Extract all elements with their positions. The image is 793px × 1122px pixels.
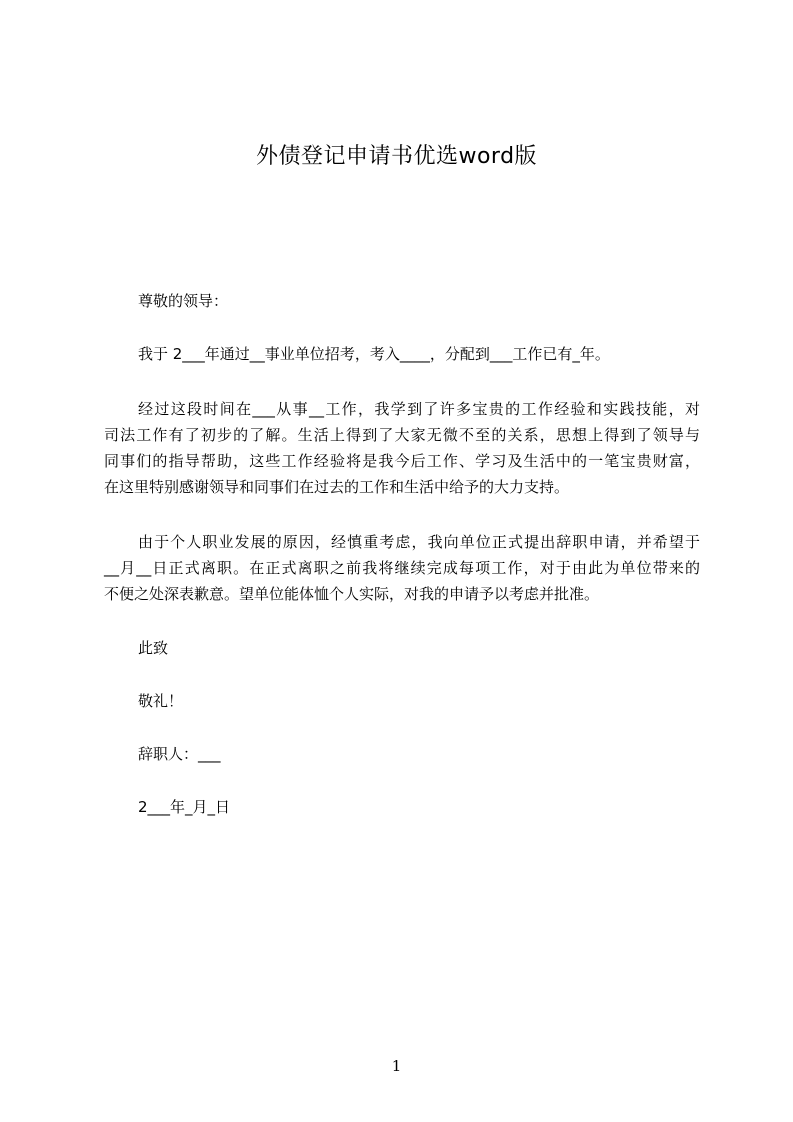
paragraph-line: 由于个人职业发展的原因，经慎重考虑，我向单位正式提出辞职申请，并希望于 [138,533,700,551]
page-number: 1 [391,1057,402,1075]
closing-jingli: 敬礼！ [138,692,184,710]
signature-line: 辞职人：___ [138,745,221,763]
paragraph-line: __月__日正式离职。在正式离职之前我将继续完成每项工作，对于由此为单位带来的 [104,559,700,577]
paragraph-line: 在这里特别感谢领导和同事们在过去的工作和生活中给予的大力支持。 [104,478,570,496]
paragraph-line: 经过这段时间在___从事__工作，我学到了许多宝贵的工作经验和实践技能，对 [138,400,700,418]
intro-line: 我于 2___年通过__事业单位招考，考入____，分配到___工作已有_年。 [138,345,610,363]
paragraph-resignation [104,529,700,607]
paragraph-line: 不便之处深表歉意。望单位能体恤个人实际，对我的申请予以考虑并批准。 [104,585,600,603]
closing-cizhi: 此致 [138,639,169,657]
paragraph-line: 同事们的指导帮助，这些工作经验将是我今后工作、学习及生活中的一笔宝贵财富， [104,452,700,470]
salutation: 尊敬的领导： [138,292,229,310]
paragraph-line: 司法工作有了初步的了解。生活上得到了大家无微不至的关系，思想上得到了领导与 [104,426,700,444]
document-title: 外债登记申请书优选word版 [255,144,538,169]
paragraph-experience [104,396,700,500]
date-line: 2___年_月_日 [138,798,231,816]
